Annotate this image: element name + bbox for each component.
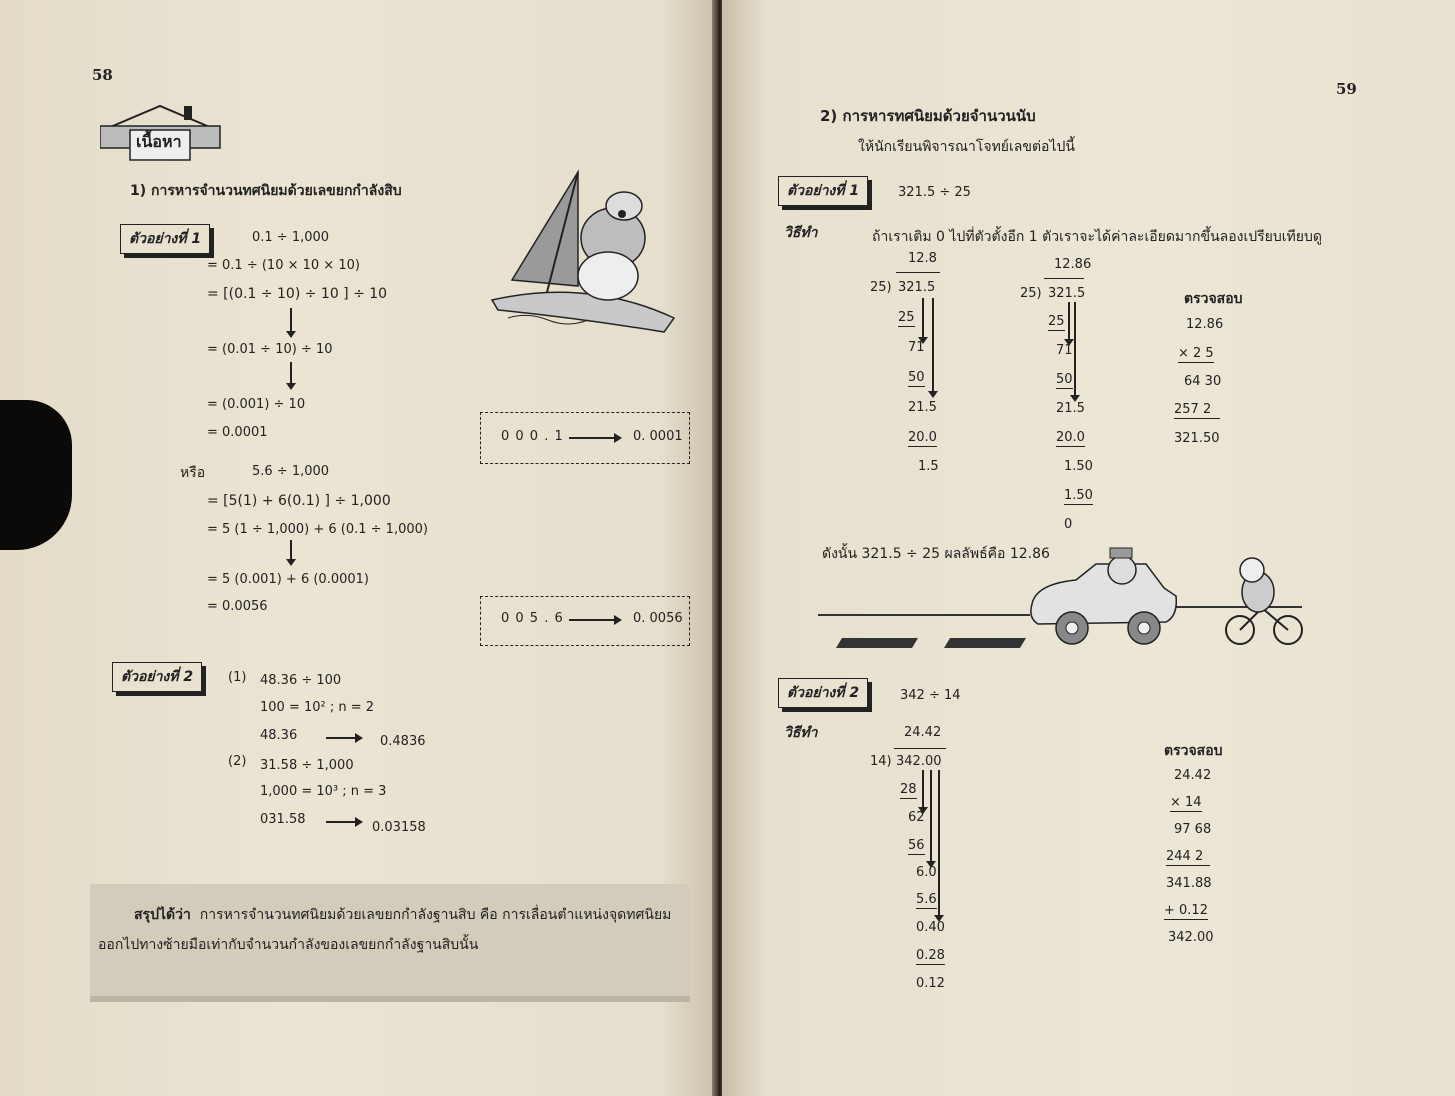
div-b-dividend: 321.5 bbox=[1048, 286, 1086, 301]
div-a-step: 20.0 bbox=[908, 430, 937, 445]
div-c-step: 28 bbox=[900, 782, 917, 797]
div-a-step: 1.5 bbox=[918, 459, 939, 474]
car-motorbike-illustration bbox=[1026, 544, 1316, 656]
div-c-step: 56 bbox=[908, 838, 925, 853]
ex2-label: ตัวอย่างที่ 2 bbox=[112, 662, 202, 692]
summary-text2: ออกไปทางซ้ายมือเท่ากับจำนวนกำลังของเลขยกกำลังฐานสิบนั้น bbox=[98, 937, 479, 953]
right-arrow-icon bbox=[326, 821, 356, 823]
right-page bbox=[722, 0, 1455, 1096]
content-badge: เนื้อหา bbox=[136, 132, 182, 151]
div-b-quotient: 12.86 bbox=[1054, 257, 1092, 272]
div-c-step: 0.12 bbox=[916, 976, 945, 991]
check2-line: 341.88 bbox=[1166, 876, 1212, 891]
ex2-item-num: (2) bbox=[228, 754, 247, 769]
div-c-step: 62 bbox=[908, 810, 925, 825]
ex1-problem: 321.5 ÷ 25 bbox=[898, 185, 971, 200]
div-b-step: 1.50 bbox=[1064, 488, 1093, 503]
conclusion: ดังนั้น 321.5 ÷ 25 ผลลัพธ์คือ 12.86 bbox=[822, 546, 1050, 562]
check2-line: 244 2 bbox=[1166, 849, 1210, 866]
ex1-label: ตัวอย่างที่ 1 bbox=[778, 176, 868, 206]
frog-sailboat-illustration bbox=[488, 168, 684, 348]
or-line: = [5(1) + 6(0.1) ] ÷ 1,000 bbox=[207, 493, 391, 509]
down-arrow-icon bbox=[938, 770, 940, 916]
div-a-quotient: 12.8 bbox=[908, 251, 937, 266]
section2-intro: ให้นักเรียนพิจารณาโจทย์เลขต่อไปนี้ bbox=[858, 139, 1075, 155]
down-arrow-icon bbox=[1074, 302, 1076, 396]
div-b-step: 25 bbox=[1048, 314, 1065, 329]
div-b-step: 71 bbox=[1056, 343, 1073, 358]
div-c-step: 6.0 bbox=[916, 865, 937, 880]
check2-line: 342.00 bbox=[1168, 930, 1214, 945]
check2-line: + 0.12 bbox=[1164, 903, 1208, 918]
or-line: = 5 (0.001) + 6 (0.0001) bbox=[207, 572, 369, 587]
ex1-line: = 0.1 ÷ (10 × 10 × 10) bbox=[207, 258, 360, 273]
left-page bbox=[0, 0, 718, 1096]
right-arrow-icon bbox=[569, 619, 615, 621]
shift-from: 0 0 0 . 1 bbox=[501, 429, 564, 444]
summary-box bbox=[90, 884, 690, 996]
div-b-step: 20.0 bbox=[1056, 430, 1085, 445]
div-c-step: 5.6 bbox=[916, 892, 937, 907]
right-arrow-icon bbox=[326, 737, 356, 739]
down-arrow-icon bbox=[1068, 302, 1070, 340]
ex2-result: 0.03158 bbox=[372, 820, 426, 835]
section2-title: 2) การหารทศนิยมด้วยจำนวนนับ bbox=[820, 107, 1036, 125]
div-bar bbox=[896, 272, 940, 273]
div-c-dividend: 342.00 bbox=[896, 754, 942, 769]
check1-line: × 2 5 bbox=[1178, 346, 1214, 361]
div-b-step: 21.5 bbox=[1056, 401, 1085, 416]
ex1-line: = [(0.1 ÷ 10) ÷ 10 ] ÷ 10 bbox=[207, 286, 388, 302]
div-b-step: 1.50 bbox=[1064, 459, 1093, 474]
shift-from: 0 0 5 . 6 bbox=[501, 611, 564, 626]
ex2-expr: 31.58 ÷ 1,000 bbox=[260, 758, 354, 773]
div-b-divisor: 25) bbox=[1020, 286, 1042, 301]
ex1-line: = (0.01 ÷ 10) ÷ 10 bbox=[207, 342, 333, 357]
div-b-step: 50 bbox=[1056, 372, 1073, 387]
decimal-shift-box bbox=[480, 412, 690, 464]
ex1-line: = 0.0001 bbox=[207, 425, 268, 440]
road-dashes bbox=[832, 636, 1032, 650]
down-arrow-icon bbox=[922, 298, 924, 338]
ex2-expr: 48.36 ÷ 100 bbox=[260, 673, 342, 688]
or-line: 5.6 ÷ 1,000 bbox=[252, 464, 330, 479]
page-number: 58 bbox=[92, 66, 113, 84]
check1-line: 12.86 bbox=[1186, 317, 1224, 332]
div-bar bbox=[1044, 278, 1084, 279]
page-number: 59 bbox=[1336, 80, 1357, 98]
check2-line: 24.42 bbox=[1174, 768, 1212, 783]
right-arrow-icon bbox=[569, 437, 615, 439]
div-c-step: 0.40 bbox=[916, 920, 945, 935]
div-a-step: 21.5 bbox=[908, 400, 937, 415]
div-c-quotient: 24.42 bbox=[904, 725, 942, 740]
shift-to: 0. 0056 bbox=[633, 611, 683, 626]
down-arrow-icon bbox=[290, 308, 292, 332]
ex2-item-num: (1) bbox=[228, 670, 247, 685]
check2-line: × 14 bbox=[1170, 795, 1202, 810]
road-line bbox=[818, 614, 1030, 616]
or-line: = 0.0056 bbox=[207, 599, 268, 614]
div-c-step: 0.28 bbox=[916, 948, 945, 963]
section1-title: 1) การหารจำนวนทศนิยมด้วยเลขยกกำลังสิบ bbox=[130, 183, 402, 199]
or-line: = 5 (1 ÷ 1,000) + 6 (0.1 ÷ 1,000) bbox=[207, 522, 428, 537]
div-a-step: 50 bbox=[908, 370, 925, 385]
ex2-shift: 48.36 bbox=[260, 728, 298, 743]
ex2-shift: 031.58 bbox=[260, 812, 306, 827]
summary-line1 bbox=[134, 904, 671, 926]
div-a-divisor: 25) bbox=[870, 280, 892, 295]
check1-line: 257 2 bbox=[1174, 402, 1220, 419]
thumb-shadow bbox=[0, 400, 72, 550]
div-c-divisor: 14) bbox=[870, 754, 892, 769]
check2-line: 97 68 bbox=[1174, 822, 1212, 837]
ex1-line: 0.1 ÷ 1,000 bbox=[252, 230, 330, 245]
ex1-label: ตัวอย่างที่ 1 bbox=[120, 224, 210, 254]
ex2-power: 1,000 = 10³ ; n = 3 bbox=[260, 784, 387, 799]
summary-lead: สรุปได้ว่า bbox=[134, 907, 191, 923]
down-arrow-icon bbox=[290, 362, 292, 384]
down-arrow-icon bbox=[930, 770, 932, 862]
method-text: ถ้าเราเติม 0 ไปที่ตัวตั้งอีก 1 ตัวเราจะได้ค่าละเอียดมากขึ้นลองเปรียบเทียบดู bbox=[872, 229, 1322, 245]
div-a-step: 25 bbox=[898, 310, 915, 325]
div-a-step: 71 bbox=[908, 340, 925, 355]
method-label: วิธีทำ bbox=[784, 225, 818, 241]
decimal-shift-box bbox=[480, 596, 690, 646]
check-label: ตรวจสอบ bbox=[1184, 291, 1243, 307]
or-label: หรือ bbox=[180, 465, 206, 481]
method-label: วิธีทำ bbox=[784, 725, 818, 741]
div-bar bbox=[894, 748, 946, 749]
check-label: ตรวจสอบ bbox=[1164, 743, 1223, 759]
ex2-label: ตัวอย่างที่ 2 bbox=[778, 678, 868, 708]
summary-text1: การหารจำนวนทศนิยมด้วยเลขยกกำลังฐานสิบ คือ การเลื่อนตำแหน่งจุดทศนิยม bbox=[199, 907, 672, 923]
div-b-step: 0 bbox=[1064, 517, 1073, 532]
down-arrow-icon bbox=[290, 540, 292, 560]
ex1-line: = (0.001) ÷ 10 bbox=[207, 397, 306, 412]
down-arrow-icon bbox=[922, 770, 924, 808]
check1-line: 64 30 bbox=[1184, 374, 1222, 389]
ex2-problem: 342 ÷ 14 bbox=[900, 688, 961, 703]
down-arrow-icon bbox=[932, 298, 934, 392]
check1-line: 321.50 bbox=[1174, 431, 1220, 446]
div-a-dividend: 321.5 bbox=[898, 280, 936, 295]
ex2-power: 100 = 10² ; n = 2 bbox=[260, 700, 375, 715]
shift-to: 0. 0001 bbox=[633, 429, 683, 444]
ex2-result: 0.4836 bbox=[380, 734, 426, 749]
